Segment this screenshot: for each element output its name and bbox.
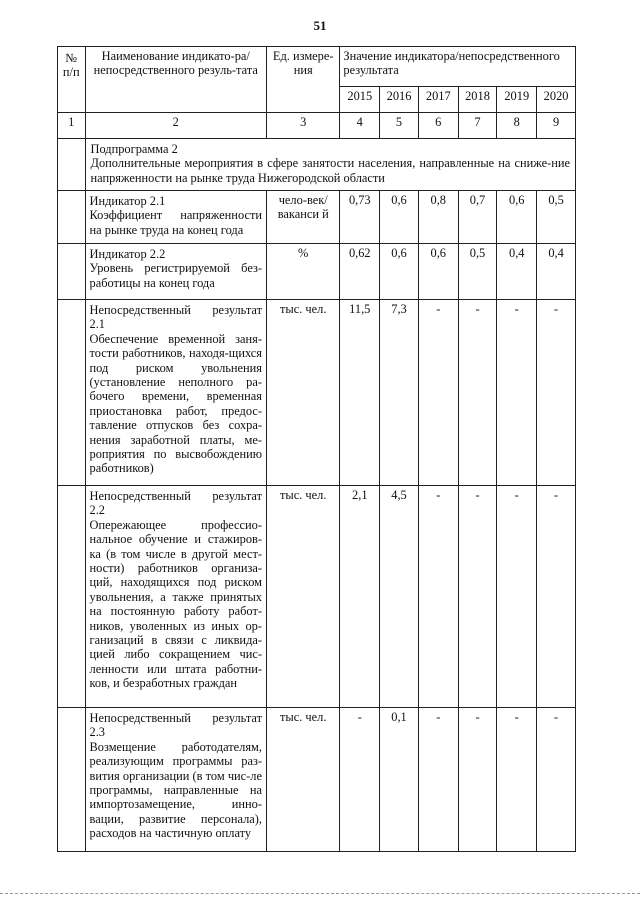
row-label: Непосредственный результат 2.2 xyxy=(89,489,262,518)
page-bottom-divider xyxy=(0,893,640,894)
indicator-table xyxy=(57,46,576,852)
row-value-2019: - xyxy=(497,300,537,486)
row-name xyxy=(85,486,266,708)
col-number-8: 8 xyxy=(497,113,537,139)
row-value-2018: 0,7 xyxy=(458,191,497,244)
row-value-2015: 0,62 xyxy=(340,244,380,300)
row-value-2019: - xyxy=(497,708,537,852)
row-value-2020: - xyxy=(537,486,576,708)
year-2015: 2015 xyxy=(340,87,380,113)
table-row xyxy=(58,708,576,852)
row-unit: тыс. чел. xyxy=(267,708,340,852)
header-name: Наименование индикато-ра/непосредственного резуль-тата xyxy=(85,47,266,113)
row-value-2017: 0,8 xyxy=(418,191,458,244)
header-row xyxy=(58,47,576,87)
row-value-2015: - xyxy=(340,708,380,852)
row-value-2016: 7,3 xyxy=(380,300,419,486)
subprogram-row xyxy=(58,139,576,191)
row-value-2018: - xyxy=(458,486,497,708)
header-unit: Ед. измере-ния xyxy=(267,47,340,113)
row-value-2017: - xyxy=(418,300,458,486)
table-row xyxy=(58,300,576,486)
col-number-6: 6 xyxy=(418,113,458,139)
row-value-2017: 0,6 xyxy=(418,244,458,300)
year-2017: 2017 xyxy=(418,87,458,113)
row-name xyxy=(85,244,266,300)
row-value-2019: 0,6 xyxy=(497,191,537,244)
row-name xyxy=(85,191,266,244)
row-value-2020: 0,4 xyxy=(537,244,576,300)
row-value-2019: 0,4 xyxy=(497,244,537,300)
row-value-2017: - xyxy=(418,708,458,852)
subprogram-text: Дополнительные мероприятия в сфере занятости населения, направленные на сниже-ние напряженности на рынке труда Нижегородской области xyxy=(90,156,570,185)
row-unit: тыс. чел. xyxy=(267,486,340,708)
row-value-2016: 0,1 xyxy=(380,708,419,852)
header-num: № п/п xyxy=(58,47,86,113)
year-2018: 2018 xyxy=(458,87,497,113)
row-value-2020: - xyxy=(537,708,576,852)
subprogram-title: Подпрограмма 2 xyxy=(90,142,178,156)
row-label: Непосредственный результат 2.1 xyxy=(89,303,262,332)
row-unit: % xyxy=(267,244,340,300)
page-number: 51 xyxy=(313,18,327,33)
row-label: Индикатор 2.2 xyxy=(89,247,166,261)
row-name xyxy=(85,708,266,852)
row-unit: тыс. чел. xyxy=(267,300,340,486)
row-value-2016: 0,6 xyxy=(380,191,419,244)
row-label: Непосредственный результат 2.3 xyxy=(89,711,262,740)
col-number-2: 2 xyxy=(85,113,266,139)
row-value-2017: - xyxy=(418,486,458,708)
col-number-1: 1 xyxy=(58,113,86,139)
row-desc: Опережающее профессио-нальное обучение и стажиров-ка (в том числе в другой мест-ности) работников организа-ций, находящихся под риском увольнения, а также принятых на постоянную работу работ-ников, уволенных из иных ор-ганизаций в связи с ликвида-цией либо сокращением чис-ленности или штата работни-ков, и безработных граждан xyxy=(89,517,262,691)
row-unit: чело-век/ваканси й xyxy=(267,191,340,244)
row-value-2018: 0,5 xyxy=(458,244,497,300)
row-value-2015: 11,5 xyxy=(340,300,380,486)
row-value-2015: 0,73 xyxy=(340,191,380,244)
table-row xyxy=(58,486,576,708)
row-desc: Уровень регистрируемой без-работицы на конец года xyxy=(89,261,262,290)
row-desc: Обеспечение временной заня-тости работников, находя-щихся под риском увольнения (установление неполного ра-бочего времени, временная приостановка работ, предос-тавление отпусков без сохра-нения заработной платы, ме-роприятия по высвобождению работников) xyxy=(89,331,262,476)
row-value-2015: 2,1 xyxy=(340,486,380,708)
row-value-2018: - xyxy=(458,708,497,852)
row-value-2019: - xyxy=(497,486,537,708)
row-desc: Возмещение работодателям, реализующим программы раз-вития организации (в том чис-ле программы, направленные на импортозамещение, инно-вации, развитие персонала), расходов на частичную оплату xyxy=(89,739,262,841)
col-number-7: 7 xyxy=(458,113,497,139)
row-value-2016: 4,5 xyxy=(380,486,419,708)
header-value-group: Значение индикатора/непосредственного результата xyxy=(340,47,576,87)
column-number-row xyxy=(58,113,576,139)
row-label: Индикатор 2.1 xyxy=(89,194,166,208)
row-value-2016: 0,6 xyxy=(380,244,419,300)
row-value-2018: - xyxy=(458,300,497,486)
col-number-3: 3 xyxy=(267,113,340,139)
col-number-5: 5 xyxy=(380,113,419,139)
table-row xyxy=(58,244,576,300)
row-desc: Коэффициент напряженности на рынке труда на конец года xyxy=(89,208,262,237)
year-2016: 2016 xyxy=(380,87,419,113)
row-name xyxy=(85,300,266,486)
col-number-9: 9 xyxy=(537,113,576,139)
year-2019: 2019 xyxy=(497,87,537,113)
row-value-2020: 0,5 xyxy=(537,191,576,244)
year-2020: 2020 xyxy=(537,87,576,113)
table-row xyxy=(58,191,576,244)
col-number-4: 4 xyxy=(340,113,380,139)
row-value-2020: - xyxy=(537,300,576,486)
subprogram-cell xyxy=(85,139,575,191)
